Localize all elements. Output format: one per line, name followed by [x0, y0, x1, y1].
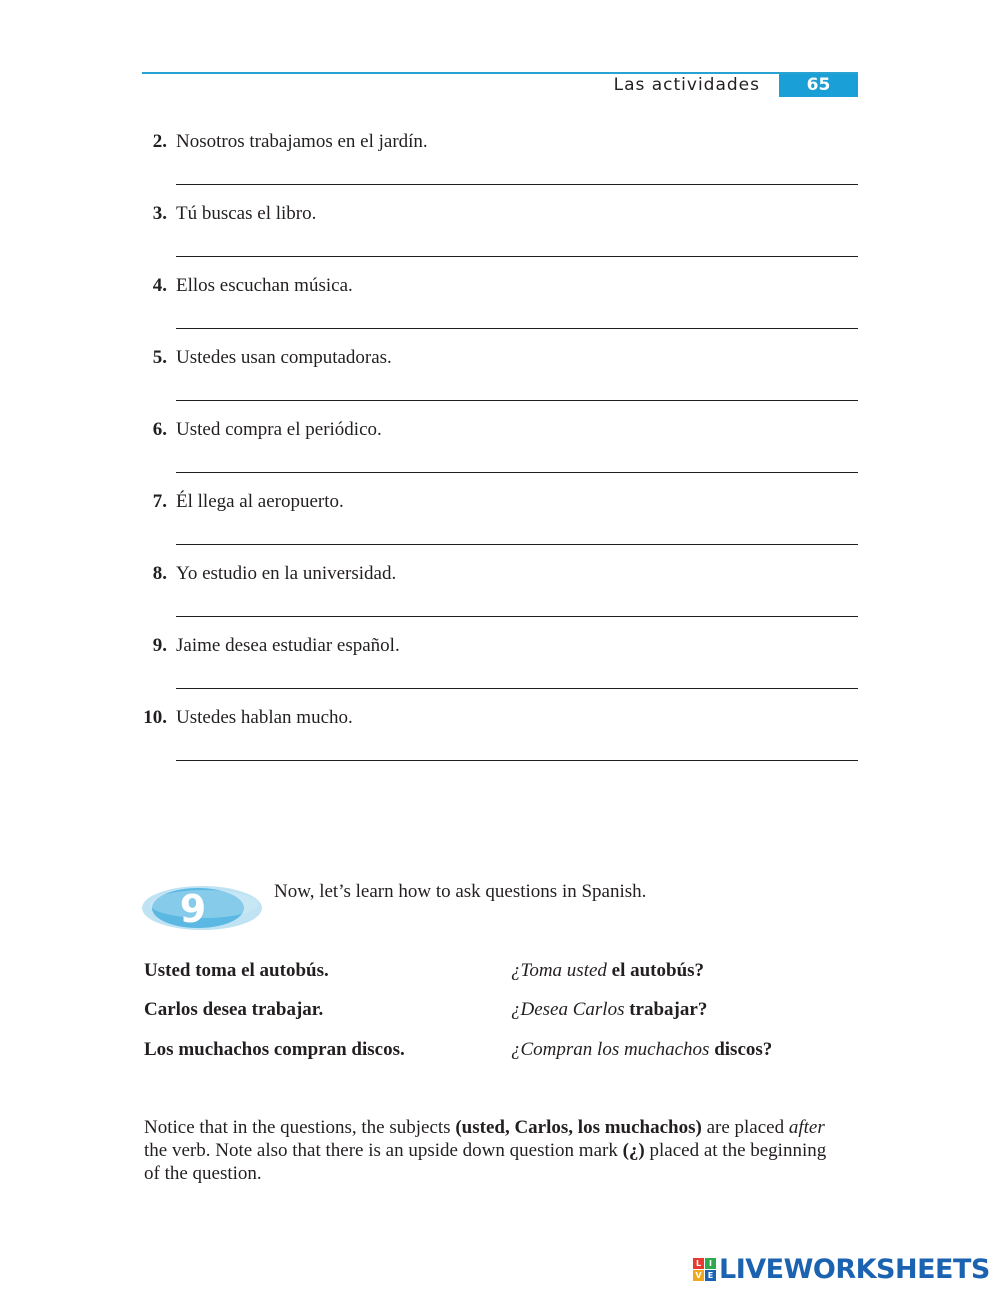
notice-mark: (¿) [622, 1140, 645, 1161]
notice-text: Notice that in the questions, the subjects [144, 1117, 456, 1138]
section-number-badge [140, 882, 264, 932]
item-number: 5. [152, 347, 167, 368]
item-sentence: Jaime desea estudiar español. [176, 635, 400, 656]
logo-square: E [705, 1270, 716, 1281]
answer-line [176, 400, 858, 401]
answer-line [176, 256, 858, 257]
item-sentence: Ustedes usan computadoras. [176, 347, 392, 368]
answer-line [176, 328, 858, 329]
header-rule [142, 72, 858, 74]
notice-text: the verb. Note also that there is an upside down question mark [144, 1140, 623, 1161]
example-statement: Carlos desea trabajar. [144, 999, 324, 1020]
logo-square: V [693, 1270, 704, 1281]
question-italic: ¿Compran los muchachos [511, 1039, 710, 1060]
notice-after: after [788, 1117, 825, 1138]
item-number: 9. [152, 635, 167, 656]
logo-square: I [705, 1258, 716, 1269]
logo-squares-icon [693, 1258, 716, 1281]
item-sentence: Nosotros trabajamos en el jardín. [176, 131, 428, 152]
question-rest: el autobús? [606, 960, 705, 981]
item-number: 2. [152, 131, 167, 152]
question-rest: trabajar? [624, 999, 708, 1020]
header-section-title: Las actividades [613, 75, 760, 95]
answer-line [176, 616, 858, 617]
item-number: 10. [143, 707, 167, 728]
page-number-badge: 65 [779, 74, 858, 97]
logo-text: LIVEWORKSHEETS [719, 1253, 990, 1285]
logo-square: L [693, 1258, 704, 1269]
answer-input-8[interactable] [176, 586, 858, 616]
question-rest: discos? [709, 1039, 773, 1060]
example-statement: Usted toma el autobús. [144, 960, 329, 981]
item-sentence: Ustedes hablan mucho. [176, 707, 353, 728]
item-sentence: Ellos escuchan música. [176, 275, 353, 296]
item-sentence: Yo estudio en la universidad. [176, 563, 397, 584]
answer-input-5[interactable] [176, 370, 858, 400]
liveworksheets-logo[interactable] [693, 1254, 990, 1284]
example-question [511, 959, 704, 983]
notice-subjects: (usted, Carlos, los muchachos) [455, 1117, 702, 1138]
item-number: 6. [152, 419, 167, 440]
answer-line [176, 184, 858, 185]
answer-line [176, 760, 858, 761]
example-question [511, 1038, 772, 1062]
notice-paragraph [144, 1116, 844, 1185]
item-number: 4. [152, 275, 167, 296]
item-number: 8. [152, 563, 167, 584]
badge-number: 9 [179, 887, 207, 931]
answer-input-3[interactable] [176, 226, 858, 256]
question-italic: ¿Toma usted [511, 960, 607, 981]
example-question [511, 998, 707, 1022]
answer-input-9[interactable] [176, 658, 858, 688]
answer-line [176, 472, 858, 473]
answer-input-4[interactable] [176, 298, 858, 328]
answer-input-10[interactable] [176, 730, 858, 760]
example-statement: Los muchachos compran discos. [144, 1039, 405, 1060]
item-number: 7. [152, 491, 167, 512]
question-italic: ¿Desea Carlos [511, 999, 625, 1020]
item-sentence: Tú buscas el libro. [176, 203, 317, 224]
item-sentence: Usted compra el periódico. [176, 419, 382, 440]
answer-line [176, 544, 858, 545]
answer-line [176, 688, 858, 689]
item-sentence: Él llega al aeropuerto. [176, 491, 344, 512]
answer-input-6[interactable] [176, 442, 858, 472]
answer-input-2[interactable] [176, 154, 858, 184]
item-number: 3. [152, 203, 167, 224]
notice-text: placed at the beginning of the question. [144, 1140, 827, 1184]
notice-text: are placed [701, 1117, 789, 1138]
answer-input-7[interactable] [176, 514, 858, 544]
section-intro: Now, let’s learn how to ask questions in Spanish. [274, 881, 647, 902]
